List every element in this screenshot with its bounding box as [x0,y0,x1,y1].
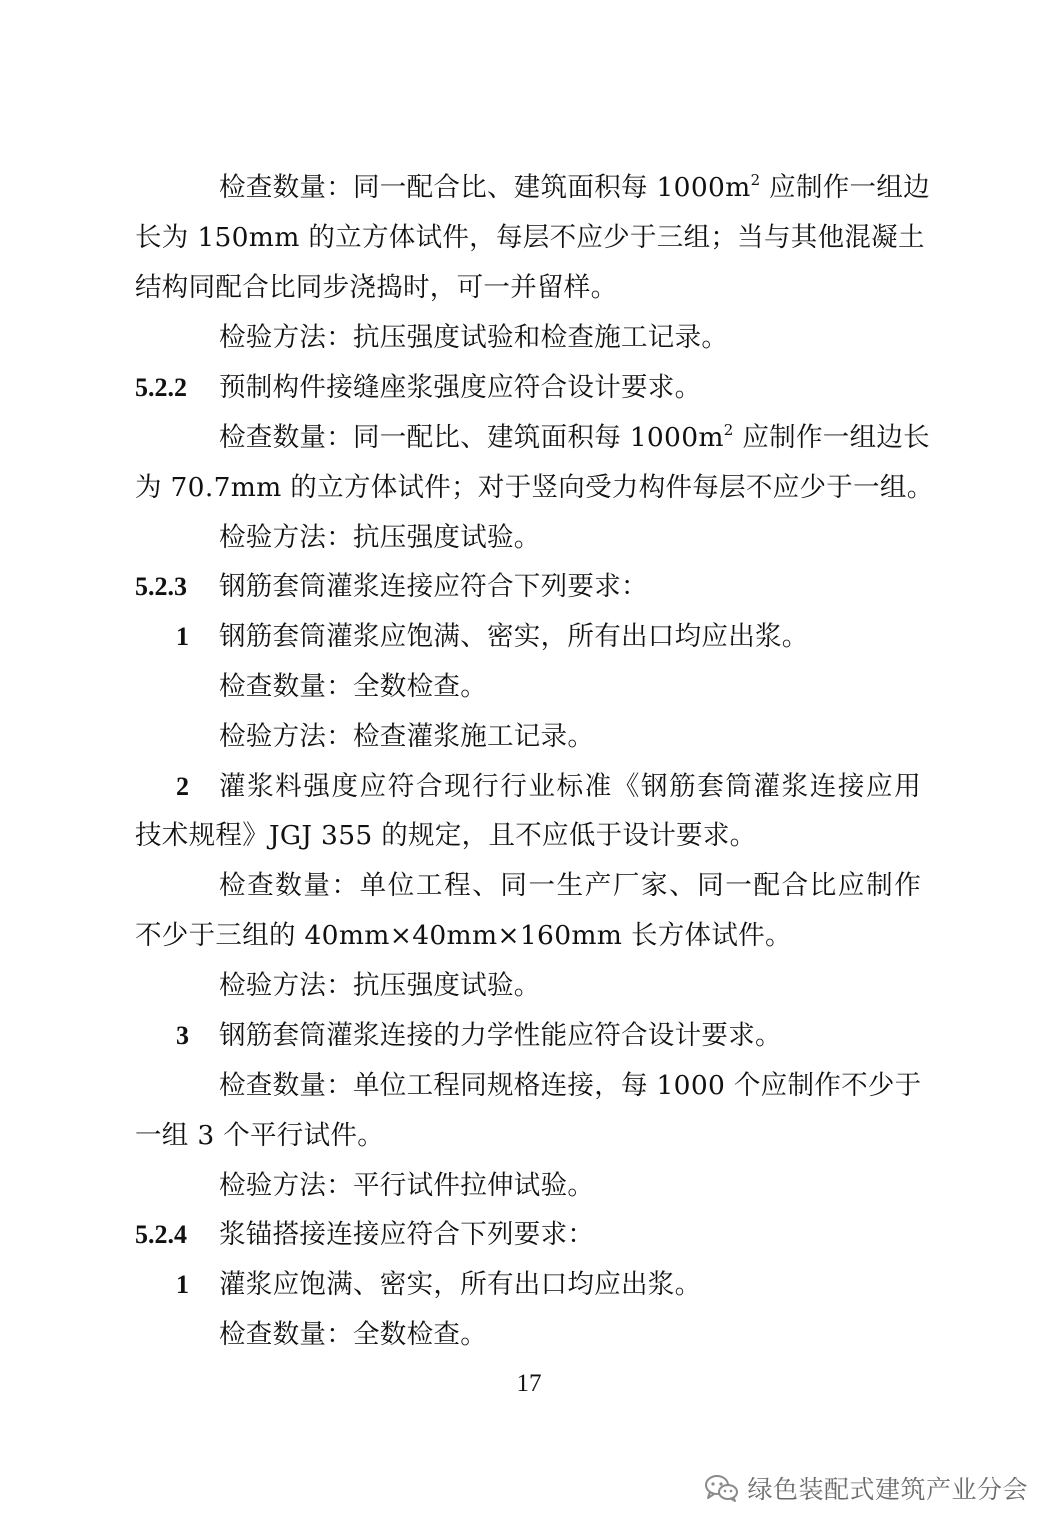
section-number: 5.2.2 [135,373,187,402]
item-text: 钢筋套筒灌浆应饱满、密实，所有出口均应出浆。 [219,621,809,652]
paragraph-line: 检查数量：同一配合比、建筑面积每 $1000m^2$ 应制作一组边 [219,171,930,203]
paragraph-line: 检查数量：全数检查。 [219,1319,487,1350]
item-number: 3 [176,1021,189,1050]
paragraph-line: 检查数量：同一配比、建筑面积每 $1000m^2$ 应制作一组边长 [219,421,930,453]
paragraph-line: 技术规程》JGJ 355 的规定，且不应低于设计要求。 [135,820,757,851]
paragraph-line: 检验方法：抗压强度试验。 [219,970,541,1001]
item-text: 钢筋套筒灌浆连接的力学性能应符合设计要求。 [219,1020,782,1051]
paragraph-line: 不少于三组的 40mm×40mm×160mm 长方体试件。 [135,920,792,951]
paragraph-line: 检查数量：单位工程同规格连接，每 1000 个应制作不少于 [219,1070,922,1101]
item-number: 1 [176,622,189,651]
section-text: 钢筋套筒灌浆连接应符合下列要求： [219,571,648,602]
page-number: 17 [516,1370,542,1397]
item-text: 灌浆应饱满、密实，所有出口均应出浆。 [219,1269,702,1300]
paragraph-line: 检查数量：单位工程、同一生产厂家、同一配合比应制作 [219,870,921,901]
paragraph-line: 一组 3 个平行试件。 [135,1120,385,1151]
paragraph-line: 为 70.7mm 的立方体试件；对于竖向受力构件每层不应少于一组。 [135,472,934,503]
item-text: 灌浆料强度应符合现行行业标准《钢筋套筒灌浆连接应用 [219,771,921,802]
watermark-text: 绿色装配式建筑产业分会 [747,1475,1028,1504]
item-number: 2 [176,772,189,801]
section-text: 浆锚搭接连接应符合下列要求： [219,1219,595,1250]
watermark [703,1466,1028,1510]
paragraph-line: 检验方法：检查灌浆施工记录。 [219,721,595,752]
paragraph-line: 检查数量：全数检查。 [219,671,487,702]
section-text: 预制构件接缝座浆强度应符合设计要求。 [219,372,702,403]
wechat-icon [703,1473,739,1503]
paragraph-line: 检验方法：抗压强度试验和检查施工记录。 [219,322,729,353]
paragraph-line: 检验方法：平行试件拉伸试验。 [219,1170,595,1201]
paragraph-line: 检验方法：抗压强度试验。 [219,522,541,553]
section-number: 5.2.4 [135,1220,187,1249]
paragraph-line: 长为 150mm 的立方体试件，每层不应少于三组；当与其他混凝土 [135,222,925,253]
paragraph-line: 结构同配合比同步浇捣时，可一并留样。 [135,272,618,303]
item-number: 1 [176,1270,189,1299]
section-number: 5.2.3 [135,572,187,601]
